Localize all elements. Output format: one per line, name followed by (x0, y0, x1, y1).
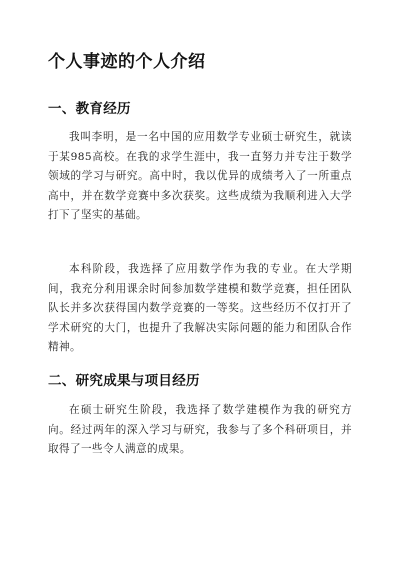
paragraph-research: 在硕士研究生阶段，我选择了数学建模作为我的研究方向。经过两年的深入学习与研究，我参与了多个科研项目，并取得了一些令人满意的成果。 (48, 404, 352, 456)
section-heading-education: 一、教育经历 (48, 101, 131, 117)
paragraph-undergraduate: 本科阶段，我选择了应用数学作为我的专业。在大学期间，我充分利用课余时间参加数学建模和数学竞赛，担任团队队长并多次获得国内数学竞赛的一等奖。这些经历不仅打开了学术研究的大门，也提升了我解决实际问题的能力和团队合作精神。 (48, 263, 352, 354)
document-title: 个人事迹的个人介绍 (48, 52, 206, 72)
paragraph-education-intro: 我叫李明，是一名中国的应用数学专业硕士研究生，就读于某985高校。在我的求学生涯中，我一直努力并专注于数学领域的学习与研究。高中时，我以优异的成绩考入了一所重点高中，并在数学竞赛中多次获奖。这些成绩为我顺利进入大学打下了坚实的基础。 (48, 131, 352, 222)
section-heading-research: 二、研究成果与项目经历 (48, 373, 200, 389)
